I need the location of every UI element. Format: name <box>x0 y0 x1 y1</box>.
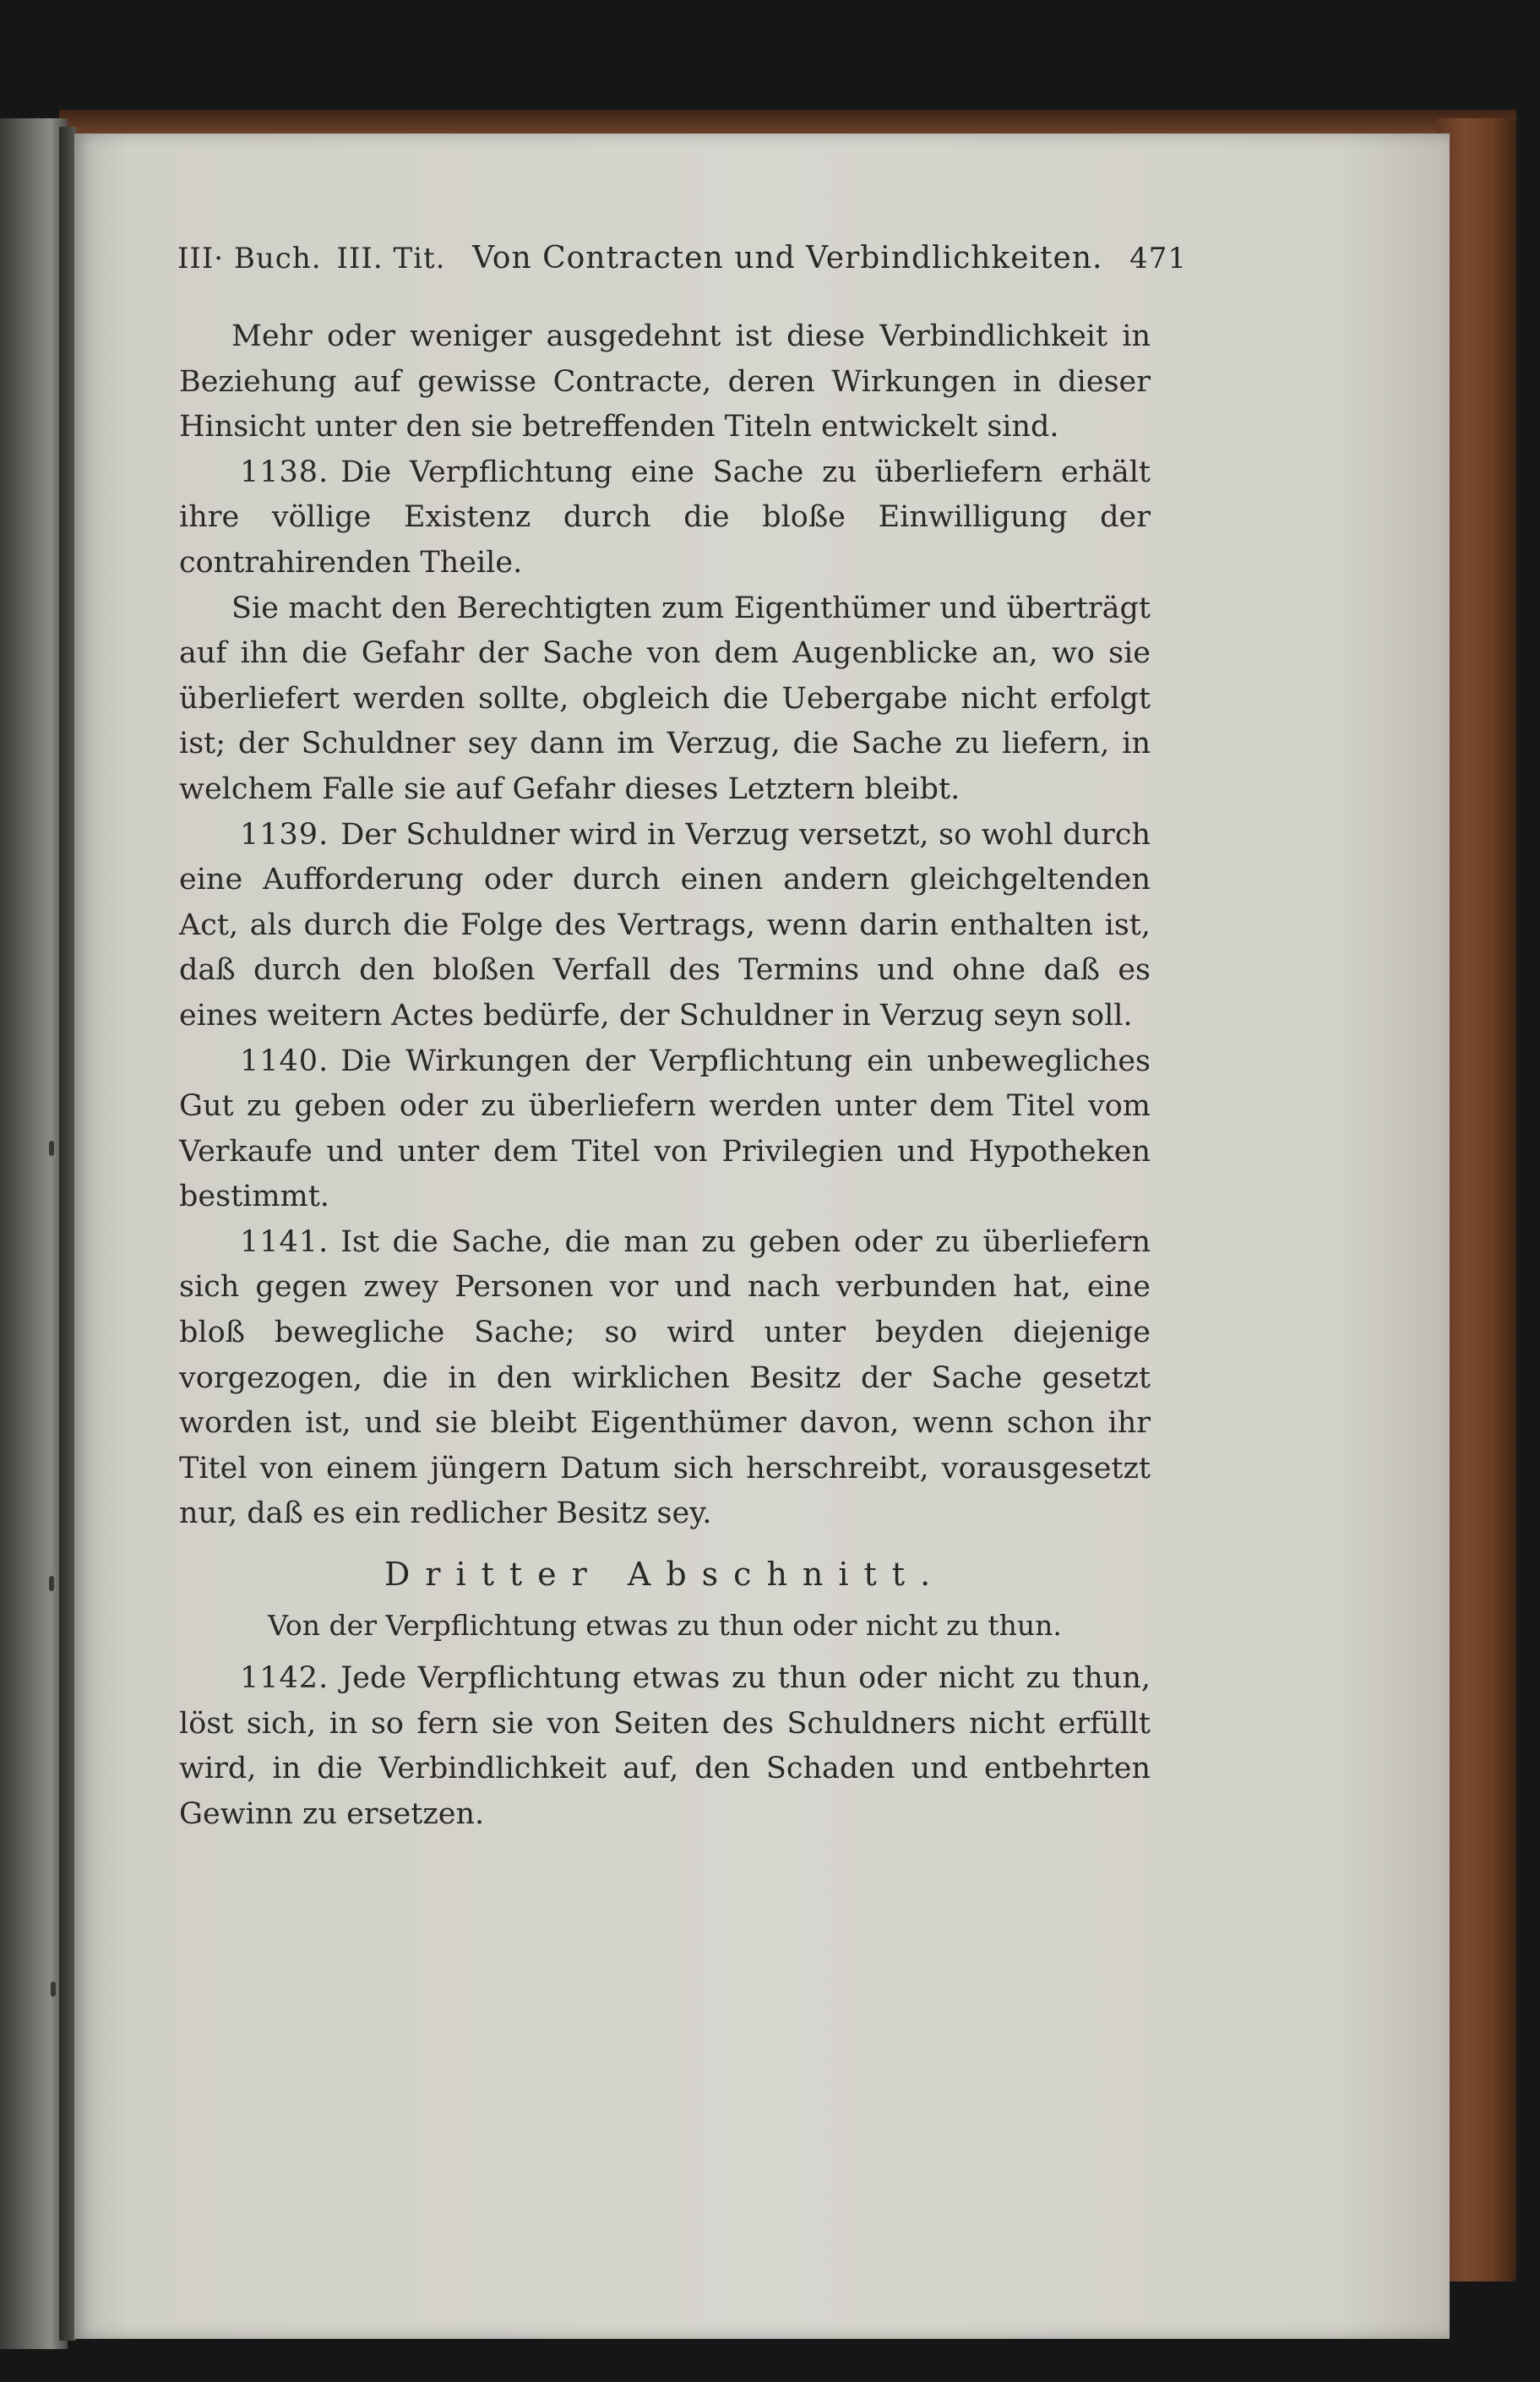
margin-mark <box>51 1981 56 1997</box>
paragraph-text: Die Wirkungen der Verpflichtung ein unbewegliches Gut zu geben oder zu überliefern werden unter dem Titel vom Verkaufe und unter dem Titel von Privilegien und Hypotheken bestimmt. <box>179 1044 1151 1214</box>
paragraph-number: 1141. <box>240 1224 329 1259</box>
paragraph <box>179 813 1151 1039</box>
paragraph-text: Der Schuldner wird in Verzug versetzt, so wohl durch eine Aufforderung oder durch einen andern gleichgeltenden Act, als durch die Folge des Vertrags, wenn darin enthalten ist, daß durch den bloßen Verfall des Termins und ohne daß es eines weitern Actes bedürfe, der Schuldner in Verzug seyn soll. <box>179 817 1151 1033</box>
paragraph-text: Ist die Sache, die man zu geben oder zu überliefern sich gegen zwey Personen vor und nach verbunden hat, eine bloß bewegliche Sache; so wird unter beyden diejenige vorgezogen, die in den wirklichen Besitz der Sache gesetzt worden ist, und sie bleibt Eigenthümer davon, wenn schon ihr Titel von einem jüngern Datum sich herschreibt, vorausgesetzt nur, daß es ein redlicher Besitz sey. <box>179 1224 1151 1531</box>
paragraph <box>179 1039 1151 1220</box>
paragraph <box>179 450 1151 586</box>
margin-mark <box>49 1576 54 1591</box>
paragraph-text: Mehr oder weniger ausgedehnt ist diese Verbindlichkeit in Beziehung auf gewisse Contracte, deren Wirkungen in dieser Hinsicht unter den sie betreffenden Titeln entwickelt sind. <box>179 319 1151 444</box>
page-number: 471 <box>1129 242 1187 275</box>
paragraph-number: 1138. <box>240 455 329 489</box>
left-page-edge <box>0 118 68 2349</box>
paragraph-number: 1142. <box>240 1661 329 1696</box>
paragraph <box>179 586 1151 813</box>
paragraph-text: Sie macht den Berechtigten zum Eigenthümer und überträgt auf ihn die Gefahr der Sache von dem Augenblicke an, wo sie überliefert werden sollte, obgleich die Uebergabe nicht erfolgt ist; der Schuldner sey dann im Verzug, die Sache zu liefern, in welchem Falle sie auf Gefahr dieses Letztern bleibt. <box>179 591 1151 806</box>
binding-gutter <box>59 127 76 2341</box>
margin-mark <box>49 1141 54 1156</box>
running-head-title: Von Contracten und Verbindlichkeiten. <box>472 241 1103 275</box>
paragraph-text: Jede Verpflichtung etwas zu thun oder nicht zu thun, löst sich, in so fern sie von Seiten des Schuldners nicht erfüllt wird, in die Verbindlichkeit auf, den Schaden und entbehrten Gewinn zu ersetzen. <box>179 1661 1151 1831</box>
paragraph-number: 1140. <box>240 1044 329 1078</box>
paragraph-text: Die Verpflichtung eine Sache zu überliefern erhält ihre völlige Existenz durch die bloße Einwilligung der contrahirenden Theile. <box>179 455 1151 580</box>
paragraph-number: 1139. <box>240 817 329 852</box>
paragraph <box>179 1656 1151 1837</box>
page-body <box>179 314 1151 1838</box>
section-subtitle: Von der Verpflichtung etwas zu thun oder nicht zu thun. <box>268 1608 1062 1642</box>
running-head-book: III· Buch. <box>177 242 322 275</box>
running-head <box>177 241 1187 275</box>
section-heading: Dritter Abschnitt. <box>384 1556 946 1594</box>
running-head-title-section: III. Tit. <box>336 242 446 275</box>
paragraph <box>179 314 1151 450</box>
book-cover-top-edge <box>59 110 1516 135</box>
paragraph <box>179 1220 1151 1537</box>
